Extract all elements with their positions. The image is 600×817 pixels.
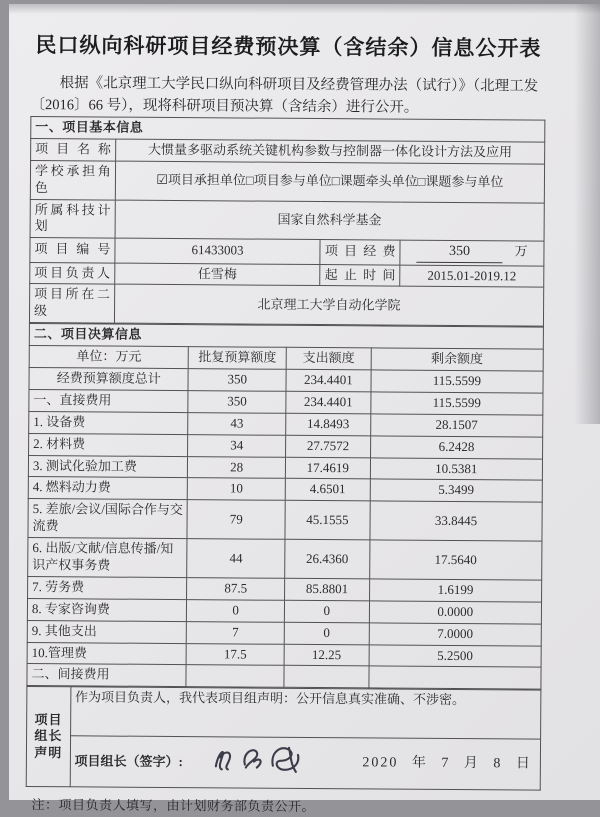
budget-remaining-cell: 17.5640: [369, 540, 541, 580]
budget-approved-cell: [186, 665, 284, 688]
budget-row-label: 经费预算额度总计: [29, 367, 188, 390]
intro-paragraph: 根据《北京理工大学民口纵向科研项目及经费管理办法（试行）》（北理工发〔2016〕66 号），现将科研项目预决算（含结余）进行公开。: [30, 75, 539, 116]
declaration-label: [26, 687, 70, 787]
budget-spent-cell: 85.8801: [285, 578, 370, 600]
department-row: [29, 284, 543, 326]
budget-row-label: 一、直接费用: [29, 389, 188, 412]
declaration-statement-row: [27, 687, 541, 740]
handwritten-signature-scribble: [209, 741, 321, 778]
budget-table: [26, 323, 544, 690]
budget-row-label: 5. 差旅/会议/国际合作与交流费: [28, 499, 188, 539]
budget-approved-cell: 34: [188, 434, 286, 457]
budget-approved-cell: 17.5: [186, 643, 284, 666]
budget-table-body: [27, 367, 543, 689]
declaration-label-line2: 组长: [34, 728, 63, 744]
budget-remaining-cell: 5.2500: [369, 644, 541, 667]
budget-remaining-cell: 10.5381: [370, 457, 542, 480]
duration-label: 起止时间: [320, 264, 400, 286]
budget-remaining-cell: 0.0000: [369, 601, 541, 624]
budget-remaining-cell: 33.8445: [370, 501, 542, 541]
department-label: 项目所在二级: [29, 284, 114, 323]
funding-value-cell: [400, 240, 544, 265]
pi-value: 任雪梅: [115, 263, 321, 286]
budget-approved-cell: 350: [188, 390, 286, 413]
budget-approved-cell: 87.5: [187, 577, 285, 600]
school-role-checkboxes: ☑项目承担单位□项目参与单位□课题牵头单位□课题参与单位: [115, 161, 544, 203]
funding-unit: 万: [514, 243, 528, 259]
scan-shadow-top: [9, 4, 600, 14]
program-row: [30, 199, 544, 241]
budget-row-label: 8. 专家咨询费: [27, 598, 186, 621]
project-no-row: [30, 238, 544, 266]
duration-value: 2015.01-2019.12: [400, 265, 544, 288]
budget-spent-cell: 0: [284, 622, 369, 644]
budget-spent-cell: 26.4360: [285, 539, 370, 578]
budget-remaining-cell: [369, 666, 541, 689]
sign-label: 项目组长（签字）:: [74, 753, 183, 769]
footer-note: 注：项目负责人填写，由计划财务部负责公开。: [31, 797, 316, 815]
budget-spent-cell: 4.6501: [285, 479, 370, 501]
funding-amount: 350: [416, 243, 502, 263]
budget-approved-cell: 79: [187, 500, 285, 539]
declaration-table: [26, 686, 542, 791]
project-name-value: 大惯量多驱动系统关键机构参数与控制器一体化设计方法及应用: [115, 139, 544, 164]
pi-label: 项目负责人: [30, 262, 115, 284]
budget-header-remaining: 剩余额度: [371, 348, 543, 371]
budget-approved-cell: 350: [188, 369, 286, 392]
budget-spent-cell: 17.4619: [285, 457, 370, 479]
school-role-row: [30, 160, 544, 202]
budget-row-label: 2. 材料费: [29, 433, 188, 456]
budget-spent-cell: 234.4401: [286, 369, 371, 391]
budget-spent-cell: 14.8493: [286, 413, 371, 435]
budget-row: [27, 664, 541, 689]
declaration-statement: 作为项目负责人，我代表项目组声明：公开信息真实准确、不涉密。: [70, 687, 541, 739]
budget-remaining-cell: 1.6199: [369, 579, 541, 602]
basic-info-section-title: 一、项目基本信息: [31, 117, 545, 142]
budget-header-approved: 批复预算额度: [188, 347, 286, 370]
budget-approved-cell: 28: [188, 456, 286, 479]
scan-shadow-right: [574, 4, 600, 424]
budget-row-label: 6. 出版/文献/信息传播/知识产权事务费: [28, 538, 188, 578]
budget-remaining-cell: 7.0000: [369, 623, 541, 646]
budget-spent-cell: 12.25: [284, 644, 369, 666]
project-no-value: 61433003: [115, 238, 321, 264]
budget-spent-cell: 45.1555: [285, 501, 370, 540]
budget-spent-cell: 234.4401: [286, 391, 371, 413]
budget-header-spent: 支出额度: [286, 347, 371, 369]
budget-approved-cell: 44: [187, 539, 285, 578]
document-content: [26, 30, 546, 817]
budget-header-unit: 单位：万元: [29, 346, 188, 369]
program-value: 国家自然科学基金: [115, 200, 544, 242]
basic-info-table: [29, 116, 545, 327]
budget-row-label: 7. 劳务费: [28, 576, 187, 599]
budget-section-title: 二、项目决算信息: [29, 324, 543, 349]
signature-cell: [70, 736, 541, 790]
funding-label: 项目经费: [320, 240, 400, 265]
budget-approved-cell: 7: [187, 621, 285, 644]
budget-row-label: 二、间接费用: [27, 664, 186, 687]
budget-approved-cell: 0: [187, 599, 285, 622]
project-no-label: 项目编号: [30, 238, 115, 263]
budget-remaining-cell: 115.5599: [371, 370, 543, 393]
budget-row-label: 1. 设备费: [29, 411, 188, 434]
budget-row: [28, 499, 542, 541]
budget-remaining-cell: 5.3499: [370, 479, 542, 502]
declaration-label-line1: 项目: [34, 711, 63, 727]
budget-approved-cell: 43: [188, 412, 286, 435]
budget-spent-cell: 27.7572: [286, 435, 371, 457]
declaration-label-line3: 声明: [34, 745, 63, 761]
budget-approved-cell: 10: [188, 478, 286, 501]
budget-row-label: 10.管理费: [27, 642, 186, 665]
budget-row: [28, 538, 542, 580]
budget-spent-cell: 0: [284, 600, 369, 622]
budget-row-label: 4. 燃料动力费: [28, 477, 187, 500]
school-role-label: 学校承担角色: [30, 160, 115, 199]
budget-row-label: 9. 其他支出: [27, 620, 186, 643]
budget-spent-cell: [284, 666, 369, 688]
signature-date: 2020 年 7 月 8 日: [362, 755, 532, 772]
budget-remaining-cell: 115.5599: [371, 392, 543, 415]
declaration-sign-row: [26, 736, 540, 791]
budget-remaining-cell: 28.1507: [370, 414, 542, 437]
department-value: 北京理工大学自动化学院: [114, 285, 543, 327]
document-title: 民口纵向科研项目经费预决算（含结余）信息公开表: [35, 33, 542, 61]
budget-remaining-cell: 6.2428: [370, 436, 542, 459]
budget-row-label: 3. 测试化验加工费: [28, 455, 187, 478]
project-name-label: 项目名称: [31, 138, 116, 160]
program-label: 所属科技计划: [30, 199, 115, 238]
